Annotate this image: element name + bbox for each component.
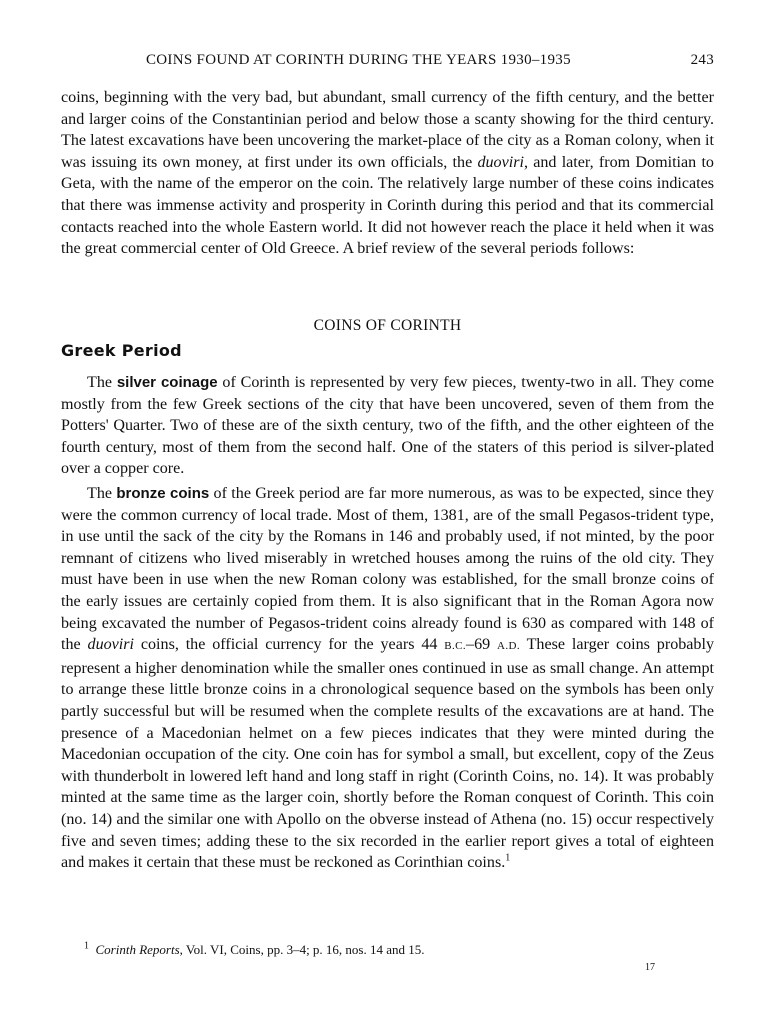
silver-coinage-paragraph [61,372,714,480]
footnote-reference[interactable]: 1 [505,852,511,864]
bronze-coins-term: bronze coins [116,485,210,502]
footnote [84,942,425,958]
bronze-text-2: coins, the official currency for the years 44 [134,636,445,654]
section-title: COINS OF CORINTH [313,317,462,334]
page-number: 243 [690,52,714,68]
duoviri-term: duoviri [477,153,524,171]
running-header [61,52,714,74]
intro-text-1: coins, beginning with the very bad, but abundant, small currency of the fifth century, and the better and larger coins of the Constantinian period and below those a scanty showing for the third century. The latest excavations have been uncovering the market-place of the city as a Roman colony, when it was issuing its own money, at first under its own officials, the [61,89,714,171]
footnote-mark: 1 [84,940,89,952]
duoviri-term-2: duoviri [87,636,135,654]
bronze-lead: The [87,485,117,502]
bronze-text-1: of the Greek period are far more numerous, as was to be expected, since they were the common currency of local trade. Most of them, 1381, are of the small Pegasos-trident type, in use until the sack of the city by the Romans in 146 and probably used, if not minted, by the poor remnant of citizens who lived miserably in wretched houses among the ruins of the old city. They must have been in use when the new Roman colony was established, for the small bronze coins of the early issues are certainly copied from them. It is also significant that in the Roman Agora now being excavated the number of Pegasos-trident coins already found is 630 as compared with 148 of the [61,485,715,654]
running-title: COINS FOUND AT CORINTH DURING THE YEARS 1930–1935 [146,52,571,68]
intro-text-2: , and later, from Domitian to Geta, with the name of the emperor on the coin. The relatively large number of these coins indicates that there was immense activity and prosperity in Corinth during this period and that its commercial contacts reached into the whole Eastern world. It did not however reach the place it held when it was the great commercial center of Old Greece. A brief review of the several periods follows: [61,153,714,258]
silver-lead: The [87,374,117,391]
silver-text: of Corinth is represented by very few pieces, twenty-two in all. They come mostly from the few Greek sections of the city that have been uncovered, seven of them from the Potters' Quarter. Two of these are of the sixth century, two of the fifth, and the other eighteen of the fourth century, most of them from the second half. One of the staters of this period is silver-plated over a copper core. [61,374,714,478]
footnote-title: Corinth Reports [95,942,180,957]
signature-mark: 17 [645,962,655,973]
silver-coinage-term: silver coinage [116,374,218,391]
bronze-coins-paragraph [61,483,714,874]
bronze-text-3: –69 [466,636,498,654]
bronze-text-4: These larger coins probably represent a higher denomination while the smaller ones continued in use as small change. An attempt to arrange these little bronze coins in a chronological sequence based on the symbols has been only partly successful but will be resumed when the complete results of the excavations are at hand. The presence of a Macedonian helmet on a few pieces indicates that they were minted during the Macedonian occupation of the city. One coin has for symbol a small, but excellent, copy of the Zeus with thunderbolt in lowered left hand and long staff in right (Corinth Coins, no. 14). It was probably minted at the same time as the larger coin, shortly before the Roman conquest of Corinth. This coin (no. 14) and the similar one with Apollo on the obverse instead of Athena (no. 15) occur respectively five and seven times; adding these to the six recorded in the earlier report gives a total of eighteen and makes it certain that these must be reckoned as Corinthian coins. [61,636,714,872]
footnote-text: , Vol. VI, Coins, pp. 3–4; p. 16, nos. 14 and 15. [179,942,425,957]
subsection-heading: Greek Period [61,341,182,360]
ad-abbrev: A.D. [497,640,521,653]
bc-abbrev: B.C. [444,640,467,653]
intro-paragraph [61,87,714,260]
